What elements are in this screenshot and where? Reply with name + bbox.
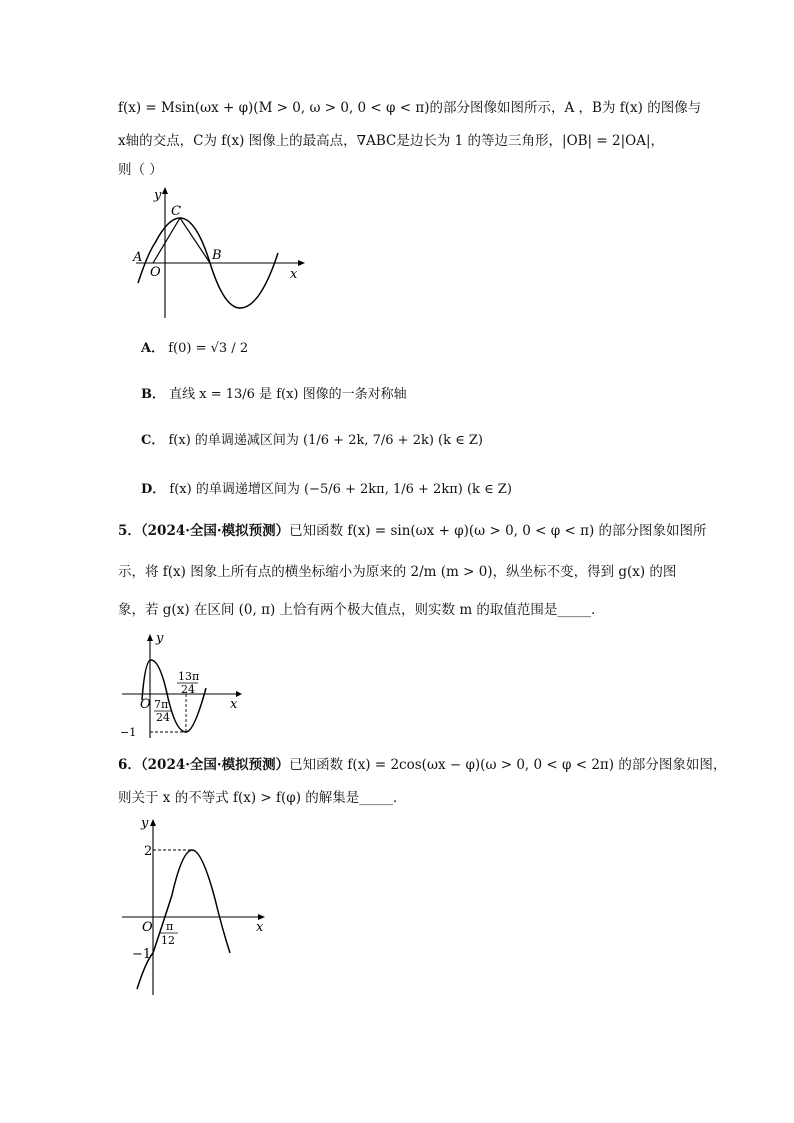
q5-y-arrow [147,634,153,641]
q4-y-label: y [154,188,162,203]
q5-text-line1: 已知函数 f(x) = sin(ωx + φ)(ω > 0, 0 < φ < π) 的部分图象如图所 [289,523,707,539]
q4-stem-line2: x轴的交点，C为 f(x) 图像上的最高点，∇ABC是边长为 1 的等边三角形，|OB| = 2|OA|， [118,133,664,149]
q4-option-d[interactable] [141,480,512,500]
q4-stem-line1: f(x) = Msin(ωx + φ)(M > 0, ω > 0, 0 < φ < π)的部分图像如图所示，A ，B为 f(x) 的图像与 [118,100,702,116]
q4-option-c-letter: C． [141,433,165,448]
q6-two-label: 2 [144,844,153,859]
q6-x-label: x [256,920,264,935]
q5-tick1-num: 7π [154,698,169,711]
q4-option-c-text: f(x) 的单调递减区间为 (1/6 + 2k, 7/6 + 2k) (k ∈ Z) [168,433,483,448]
q4-option-a[interactable] [141,339,248,359]
q4-point-a: A [133,250,143,265]
q4-stem-line3: 则（ ） [118,162,163,178]
q5-neg-one-label: −1 [120,726,137,739]
q6-tick-num: π [166,920,174,933]
q4-origin-label: O [150,265,161,280]
q6-neg-one-label: −1 [132,947,152,962]
q4-point-c: C [171,204,181,219]
q4-x-arrow [298,260,305,266]
q5-stem-line2: 示，将 f(x) 图象上所有点的横坐标缩小为原来的 2/m (m > 0)，纵坐标不变，得到 g(x) 的图 [118,564,677,580]
q5-stem-line1 [118,521,707,541]
q4-option-b-text: 直线 x = 13/6 是 f(x) 图像的一条对称轴 [169,387,407,402]
q5-tick2-num: 13π [178,670,200,683]
q6-y-label: y [141,816,149,831]
q4-point-b: B [212,248,222,263]
q5-x-label: x [230,697,238,712]
q5-tick2-den: 24 [181,683,195,696]
q4-option-a-letter: A． [141,341,165,356]
q4-option-a-text: f(0) = √3 / 2 [168,341,249,356]
q4-option-c[interactable] [141,431,483,451]
q5-y-label: y [156,631,164,646]
q6-stem-line2: 则关于 x 的不等式 f(x) > f(φ) 的解集是_____． [118,790,407,806]
q5-number: 5． [118,523,141,539]
q5-source: （2024·全国·模拟预测） [140,523,290,539]
q6-number: 6． [118,757,141,773]
q6-text-line1: 已知函数 f(x) = 2cos(ωx − φ)(ω > 0, 0 < φ < 2π) 的部分图象如图， [289,757,727,773]
q6-stem-line1 [118,755,726,775]
q5-origin-label: O [140,697,151,712]
q4-option-d-letter: D． [141,482,166,497]
q5-tick1-den: 24 [156,711,170,724]
q6-origin-label: O [142,920,153,935]
q5-stem-line3: 象，若 g(x) 在区间 (0, π) 上恰有两个极大值点，则实数 m 的取值范围是_____． [118,602,605,618]
q5-graph [118,628,248,743]
q6-tick-den: 12 [161,934,175,947]
q6-source: （2024·全国·模拟预测） [140,757,290,773]
q4-graph [128,183,308,323]
q4-y-arrow [162,187,168,194]
q6-graph [120,813,280,998]
q4-option-d-text: f(x) 的单调递增区间为 (−5/6 + 2kπ, 1/6 + 2kπ) (k ∈ Z) [169,482,512,497]
q6-y-arrow [150,819,156,826]
q4-option-b-letter: B． [141,387,165,402]
q4-x-label: x [290,267,298,282]
q4-option-b[interactable] [141,385,407,405]
